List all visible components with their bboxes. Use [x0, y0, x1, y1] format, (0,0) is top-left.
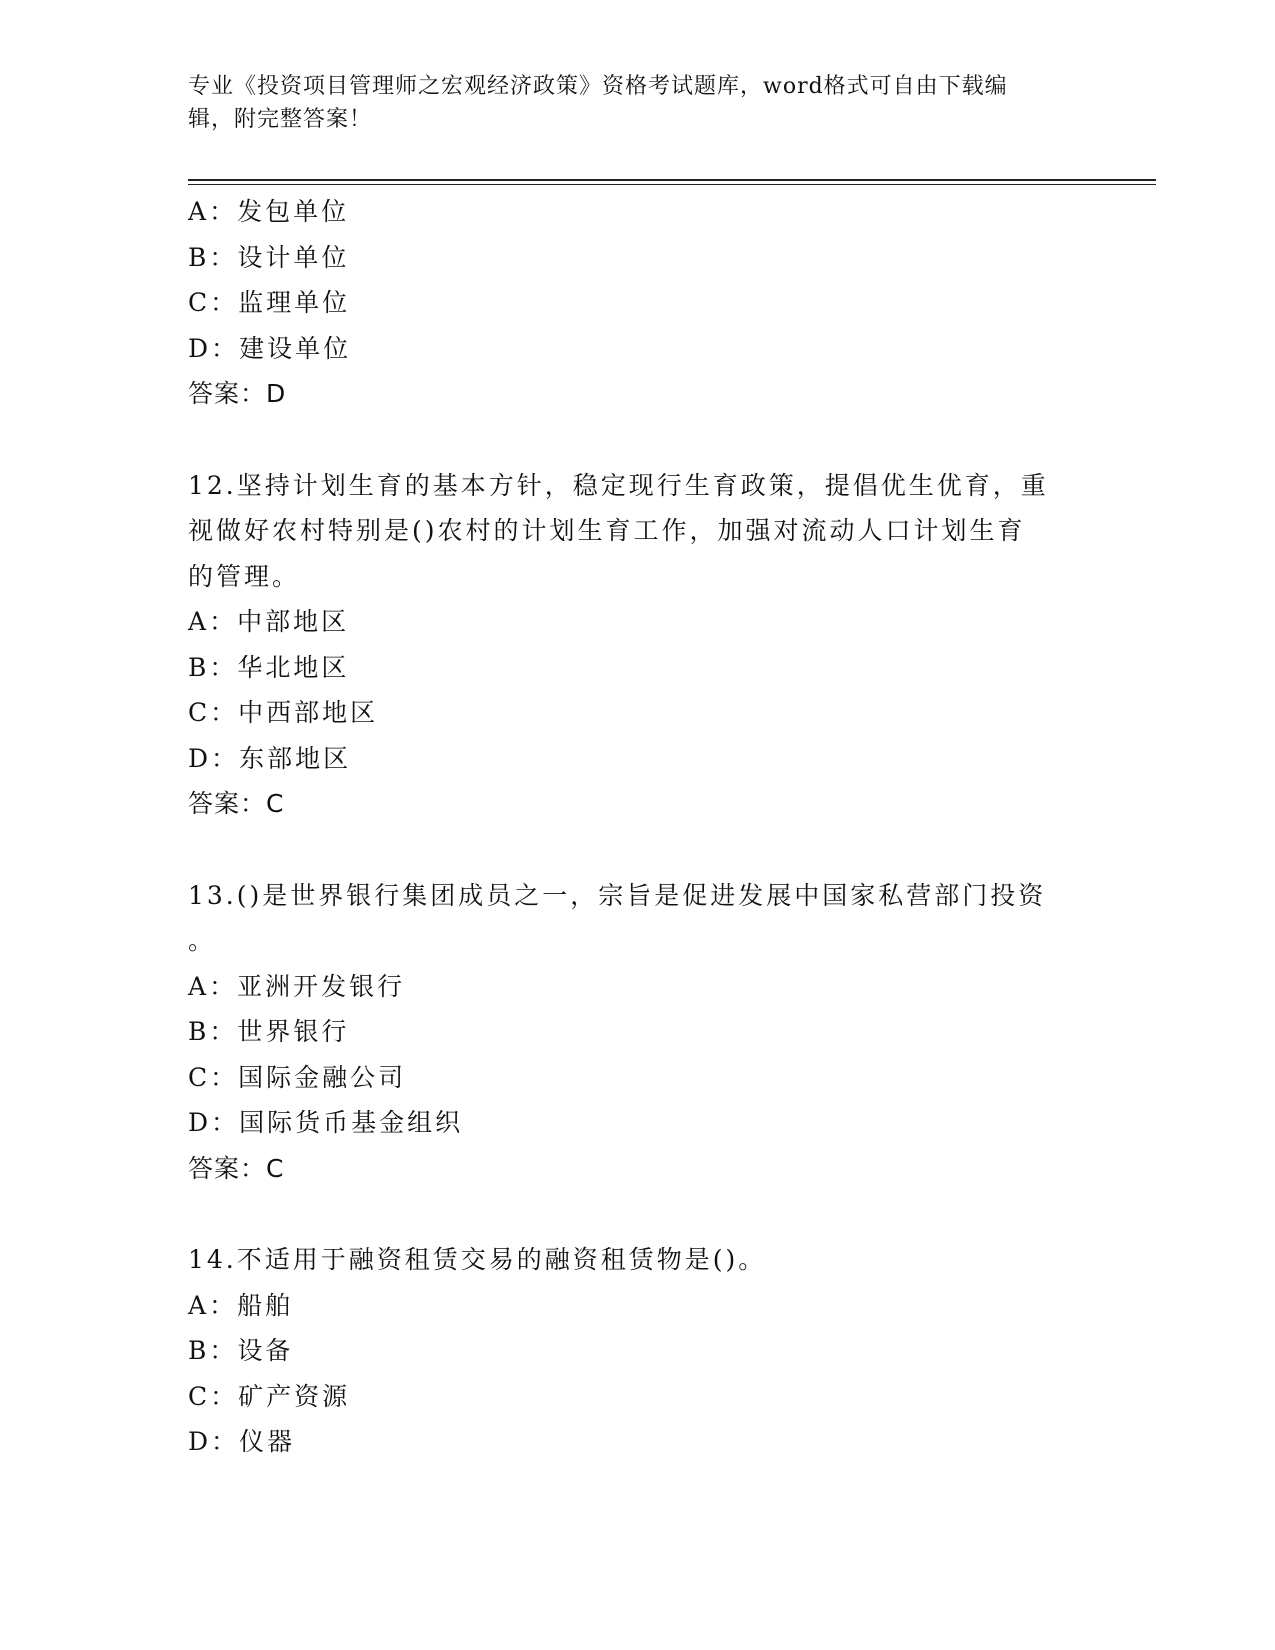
option-text: 中西部地区 — [238, 698, 379, 727]
option-text: 世界银行 — [237, 1017, 350, 1046]
option-letter: C — [188, 1062, 211, 1092]
stem-line: 14.不适用于融资租赁交易的融资租赁物是()。 — [188, 1245, 767, 1274]
option-a: A：中部地区 — [188, 607, 350, 636]
header-divider — [188, 179, 1156, 181]
stem-line: 12.坚持计划生育的基本方针，稳定现行生育政策，提倡优生优育，重 — [188, 470, 1049, 500]
option-c: C：国际金融公司 — [188, 1062, 407, 1092]
stem-line: 。 — [188, 926, 217, 955]
question-14 — [188, 1237, 1088, 1465]
option-letter: C — [188, 698, 211, 727]
question-stem — [188, 1237, 1088, 1283]
option-letter: C — [188, 1381, 211, 1411]
option-letter: B — [188, 1336, 210, 1365]
option-text: 设备 — [237, 1336, 294, 1365]
option-d: D：仪器 — [188, 1427, 296, 1456]
stem-line: 视做好农村特别是()农村的计划生育工作，加强对流动人口计划生育 — [188, 516, 1026, 545]
option-text: 设计单位 — [237, 242, 350, 272]
option-letter: B — [188, 1017, 210, 1046]
header-line-1: 专业《投资项目管理师之宏观经济政策》资格考试题库，word格式可自由下载编 — [188, 74, 1008, 99]
option-a: A：亚洲开发银行 — [188, 971, 406, 1001]
option-d: D：东部地区 — [188, 743, 352, 773]
option-letter: A — [188, 971, 210, 1001]
option-letter: B — [188, 242, 210, 272]
answer-label: 答案： — [188, 789, 267, 818]
option-text: 中部地区 — [237, 607, 350, 636]
option-c: C：矿产资源 — [188, 1381, 351, 1411]
option-text: 建设单位 — [239, 333, 352, 363]
option-d: D：国际货币基金组织 — [188, 1108, 464, 1137]
option-b: B：华北地区 — [188, 652, 350, 682]
option-letter: D — [188, 1108, 212, 1137]
option-letter: B — [188, 652, 210, 682]
option-a: A：船舶 — [188, 1290, 294, 1320]
question-12 — [188, 463, 1088, 827]
question-11-continued — [188, 189, 1088, 417]
option-a: A：发包单位 — [188, 197, 350, 226]
stem-line: 的管理。 — [188, 561, 301, 591]
option-text: 国际货币基金组织 — [239, 1108, 464, 1137]
answer-line — [188, 781, 1088, 827]
option-letter: D — [188, 743, 212, 773]
option-text: 监理单位 — [238, 288, 351, 317]
option-letter: D — [188, 333, 212, 363]
option-text: 发包单位 — [237, 197, 350, 226]
answer-line — [188, 1146, 1088, 1192]
answer-value: C — [266, 789, 285, 818]
option-text: 东部地区 — [239, 743, 352, 773]
option-b: B：世界银行 — [188, 1017, 350, 1046]
option-b: B：设备 — [188, 1336, 294, 1365]
option-letter: D — [188, 1427, 212, 1456]
option-letter: A — [188, 607, 210, 636]
question-stem — [188, 463, 1088, 600]
option-c: C：中西部地区 — [188, 698, 379, 727]
option-d: D：建设单位 — [188, 333, 352, 363]
answer-label: 答案： — [188, 1153, 267, 1183]
option-text: 仪器 — [239, 1427, 296, 1456]
answer-line — [188, 371, 1088, 417]
option-letter: A — [188, 1290, 210, 1320]
page-header — [188, 70, 1088, 136]
answer-value: D — [266, 379, 287, 408]
header-line-2: 辑，附完整答案！ — [188, 107, 373, 132]
option-text: 船舶 — [237, 1290, 294, 1320]
answer-label: 答案： — [188, 379, 267, 408]
question-13 — [188, 873, 1088, 1192]
option-text: 华北地区 — [237, 652, 350, 682]
header-divider-thin — [188, 184, 1156, 185]
option-b: B：设计单位 — [188, 242, 350, 272]
option-text: 国际金融公司 — [238, 1062, 407, 1092]
option-letter: C — [188, 288, 211, 317]
option-letter: A — [188, 197, 210, 226]
stem-line: 13.()是世界银行集团成员之一，宗旨是促进发展中国家私营部门投资 — [188, 880, 1047, 910]
option-c: C：监理单位 — [188, 288, 351, 317]
option-text: 亚洲开发银行 — [237, 971, 406, 1001]
answer-value: C — [266, 1153, 285, 1183]
question-list — [188, 189, 1088, 1465]
question-stem — [188, 873, 1088, 964]
option-text: 矿产资源 — [238, 1381, 351, 1411]
